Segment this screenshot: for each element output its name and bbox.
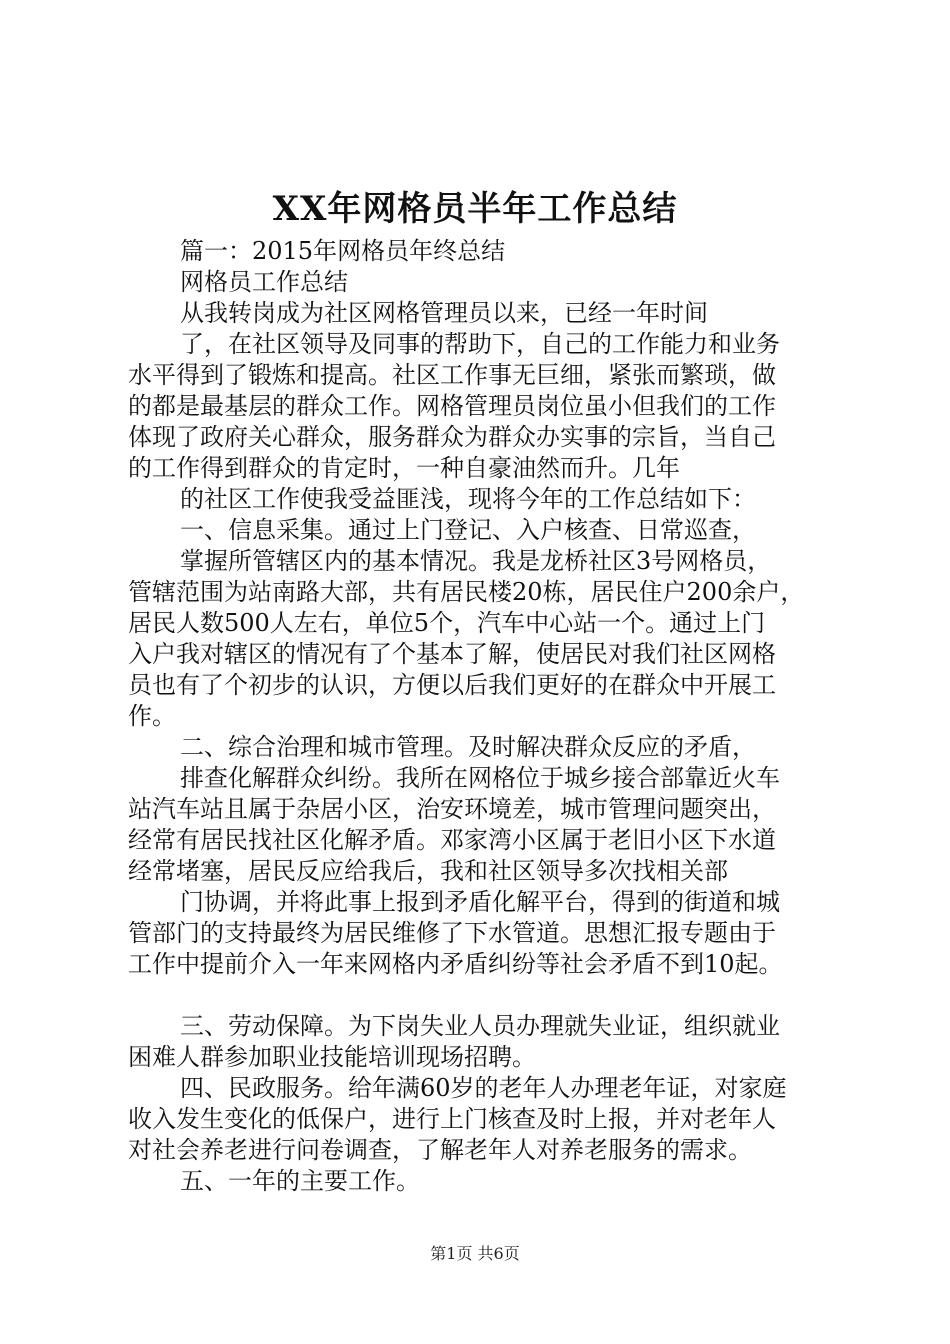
text-line: 掌握所管辖区内的基本情况。我是龙桥社区3号网格员， bbox=[180, 547, 772, 575]
text-line: 居民人数500人左右，单位5个，汽车中心站一个。通过上门 bbox=[128, 609, 766, 637]
text-line: 管部门的支持最终为居民维修了下水管道。思想汇报专题由于 bbox=[128, 919, 776, 947]
text-line: 一、信息采集。通过上门登记、入户核查、日常巡查， bbox=[180, 516, 756, 544]
text-line: 困难人群参加职业技能培训现场招聘。 bbox=[128, 1043, 536, 1071]
text-line: 二、综合治理和城市管理。及时解决群众反应的矛盾， bbox=[180, 733, 756, 761]
text-line: 的社区工作使我受益匪浅，现将今年的工作总结如下： bbox=[180, 485, 756, 513]
text-line: 四、民政服务。给年满60岁的老年人办理老年证，对家庭 bbox=[180, 1074, 787, 1102]
page-footer: 第1页 共6页 bbox=[430, 1244, 520, 1263]
text-line: 入户我对辖区的情况有了个基本了解，使居民对我们社区网格 bbox=[128, 640, 776, 668]
text-line: 工作中提前介入一年来网格内矛盾纠纷等社会矛盾不到10起。 bbox=[128, 950, 783, 978]
text-line: 门协调，并将此事上报到矛盾化解平台，得到的街道和城 bbox=[180, 888, 780, 916]
text-line: 从我转岗成为社区网格管理员以来，已经一年时间 bbox=[180, 299, 708, 327]
text-line: 员也有了个初步的认识，方便以后我们更好的在群众中开展工 bbox=[128, 671, 776, 699]
text-line: 的工作得到群众的肯定时，一种自豪油然而升。几年 bbox=[128, 454, 680, 482]
text-line: 站汽车站且属于杂居小区，治安环境差，城市管理问题突出， bbox=[128, 795, 776, 823]
text-line: 了，在社区领导及同事的帮助下，自己的工作能力和业务 bbox=[180, 330, 780, 358]
text-line: 水平得到了锻炼和提高。社区工作事无巨细，紧张而繁琐，做 bbox=[128, 361, 776, 389]
text-line: 体现了政府关心群众，服务群众为群众办实事的宗旨，当自己 bbox=[128, 423, 776, 451]
text-line: 作。 bbox=[128, 702, 176, 730]
text-line: 管辖范围为站南路大部，共有居民楼20栋，居民住户200余户， bbox=[128, 578, 805, 606]
text-line: 网格员工作总结 bbox=[180, 268, 348, 296]
text-line: 收入发生变化的低保户，进行上门核查及时上报，并对老年人 bbox=[128, 1105, 776, 1133]
text-line: 排查化解群众纠纷。我所在网格位于城乡接合部靠近火车 bbox=[180, 764, 780, 792]
document-body bbox=[128, 236, 832, 1197]
text-line: 对社会养老进行问卷调查，了解老年人对养老服务的需求。 bbox=[128, 1136, 752, 1164]
document-title: XX年网格员半年工作总结 bbox=[272, 189, 678, 229]
text-line: 三、劳动保障。为下岗失业人员办理就失业证，组织就业 bbox=[180, 1012, 780, 1040]
text-line: 的都是最基层的群众工作。网格管理员岗位虽小但我们的工作 bbox=[128, 392, 776, 420]
text-line: 五、一年的主要工作。 bbox=[180, 1167, 420, 1195]
text-line: 经常有居民找社区化解矛盾。邓家湾小区属于老旧小区下水道 bbox=[128, 826, 776, 854]
blank-line bbox=[128, 980, 832, 1011]
text-line: 经常堵塞，居民反应给我后，我和社区领导多次找相关部 bbox=[128, 857, 728, 885]
text-line: 篇一：2015年网格员年终总结 bbox=[180, 237, 506, 265]
